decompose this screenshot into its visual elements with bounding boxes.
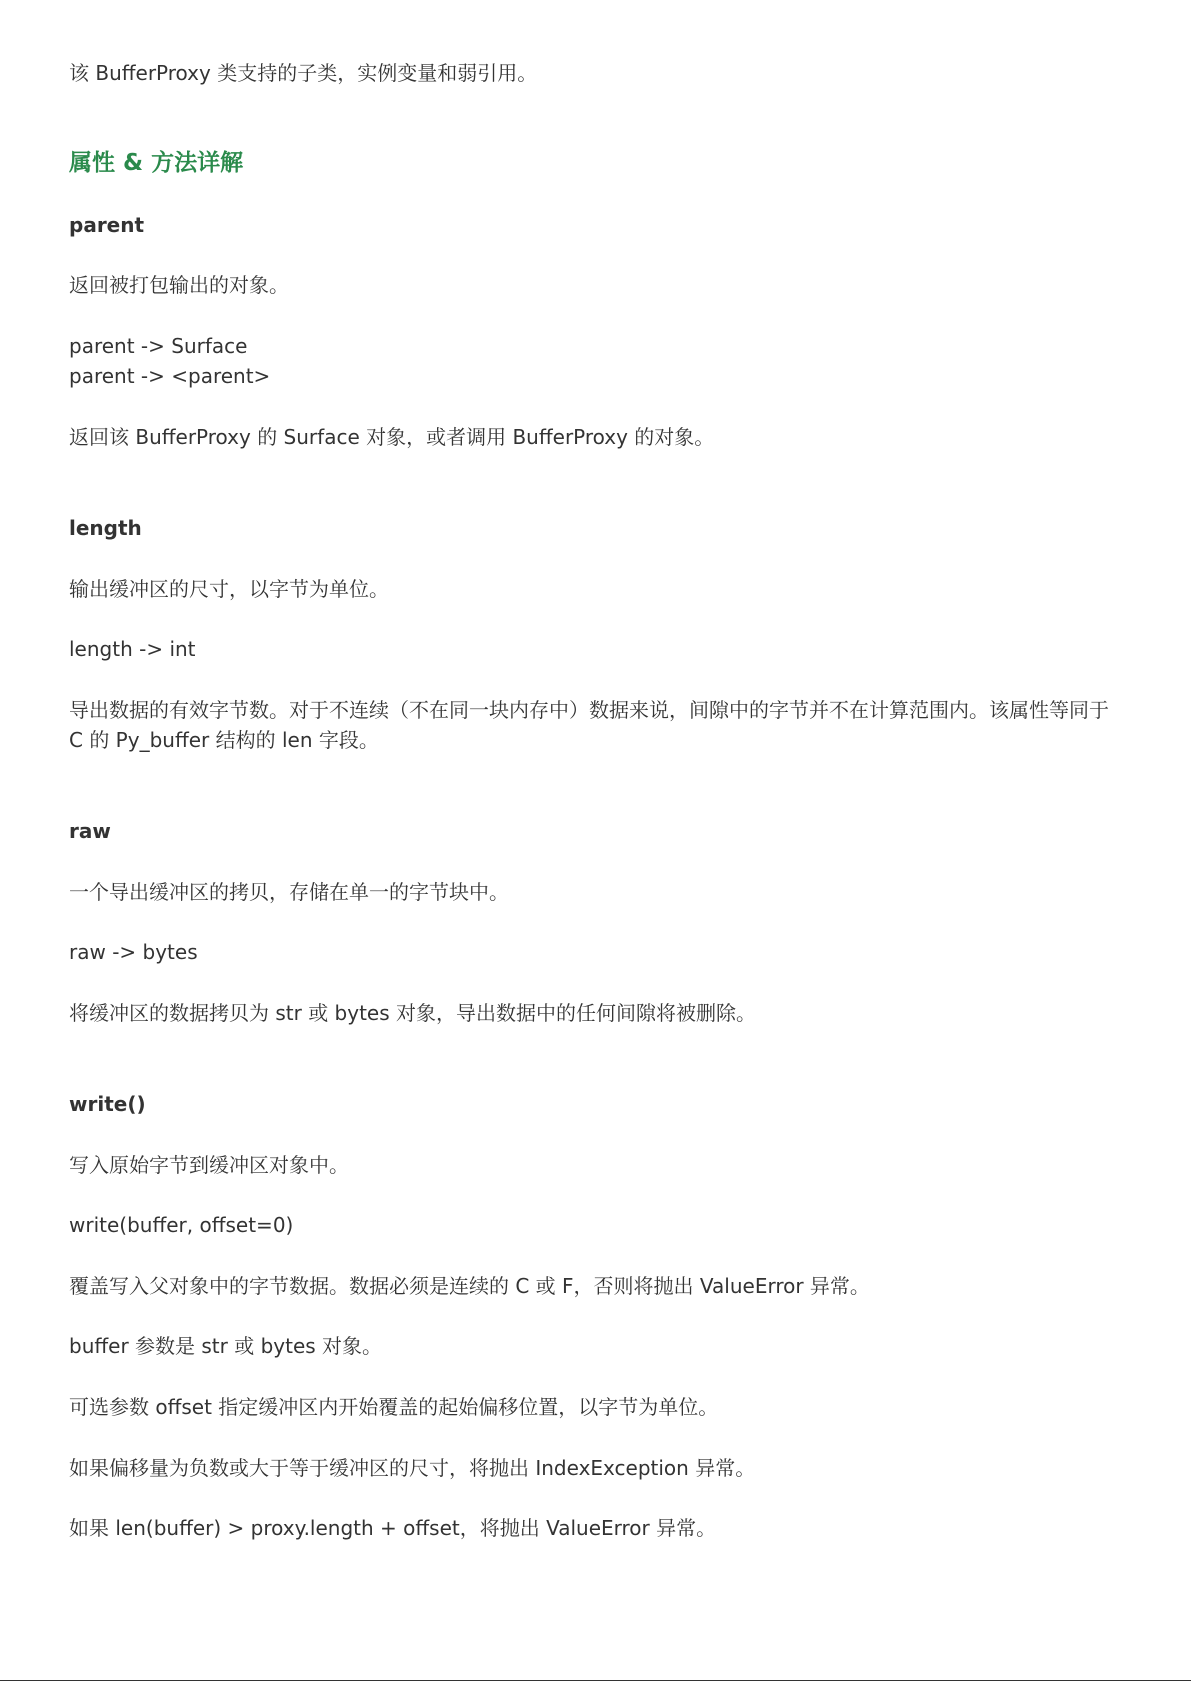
intro-text: 该 BufferProxy 类支持的子类，实例变量和弱引用。 — [69, 61, 538, 85]
write-description-2: buffer 参数是 str 或 bytes 对象。 — [69, 1334, 383, 1358]
write-signature: write(buffer, offset=0) — [69, 1213, 294, 1237]
length-heading: length — [69, 516, 142, 540]
write-description-1: 覆盖写入父对象中的字节数据。数据必须是连续的 C 或 F，否则将抛出 ValueError 异常。 — [69, 1274, 870, 1298]
parent-description: 返回该 BufferProxy 的 Surface 对象，或者调用 BufferProxy 的对象。 — [69, 425, 715, 449]
raw-heading: raw — [69, 819, 111, 843]
write-description-4: 如果偏移量为负数或大于等于缓冲区的尺寸，将抛出 IndexException 异常。 — [69, 1456, 756, 1480]
write-description-5: 如果 len(buffer) > proxy.length + offset，将抛出 ValueError 异常。 — [69, 1516, 717, 1540]
parent-summary: 返回被打包输出的对象。 — [69, 273, 289, 297]
parent-signature-2: parent -> <parent> — [69, 364, 271, 388]
page-bottom-rule — [0, 1680, 1191, 1681]
write-summary: 写入原始字节到缓冲区对象中。 — [69, 1153, 349, 1177]
raw-summary: 一个导出缓冲区的拷贝，存储在单一的字节块中。 — [69, 880, 509, 904]
write-heading: write() — [69, 1092, 146, 1116]
write-description-3: 可选参数 offset 指定缓冲区内开始覆盖的起始偏移位置，以字节为单位。 — [69, 1395, 719, 1419]
length-signature: length -> int — [69, 637, 196, 661]
raw-description: 将缓冲区的数据拷贝为 str 或 bytes 对象，导出数据中的任何间隙将被删除。 — [69, 1001, 757, 1025]
parent-heading: parent — [69, 213, 145, 237]
raw-signature: raw -> bytes — [69, 940, 198, 964]
length-summary: 输出缓冲区的尺寸，以字节为单位。 — [69, 577, 389, 601]
parent-signature-1: parent -> Surface — [69, 334, 248, 358]
length-description-line-1: 导出数据的有效字节数。对于不连续（不在同一块内存中）数据来说，间隙中的字节并不在计算范围内。该属性等同于 — [69, 698, 1109, 722]
length-description-line-2: C 的 Py_buffer 结构的 len 字段。 — [69, 728, 379, 752]
section-title: 属性 & 方法详解 — [69, 150, 244, 176]
